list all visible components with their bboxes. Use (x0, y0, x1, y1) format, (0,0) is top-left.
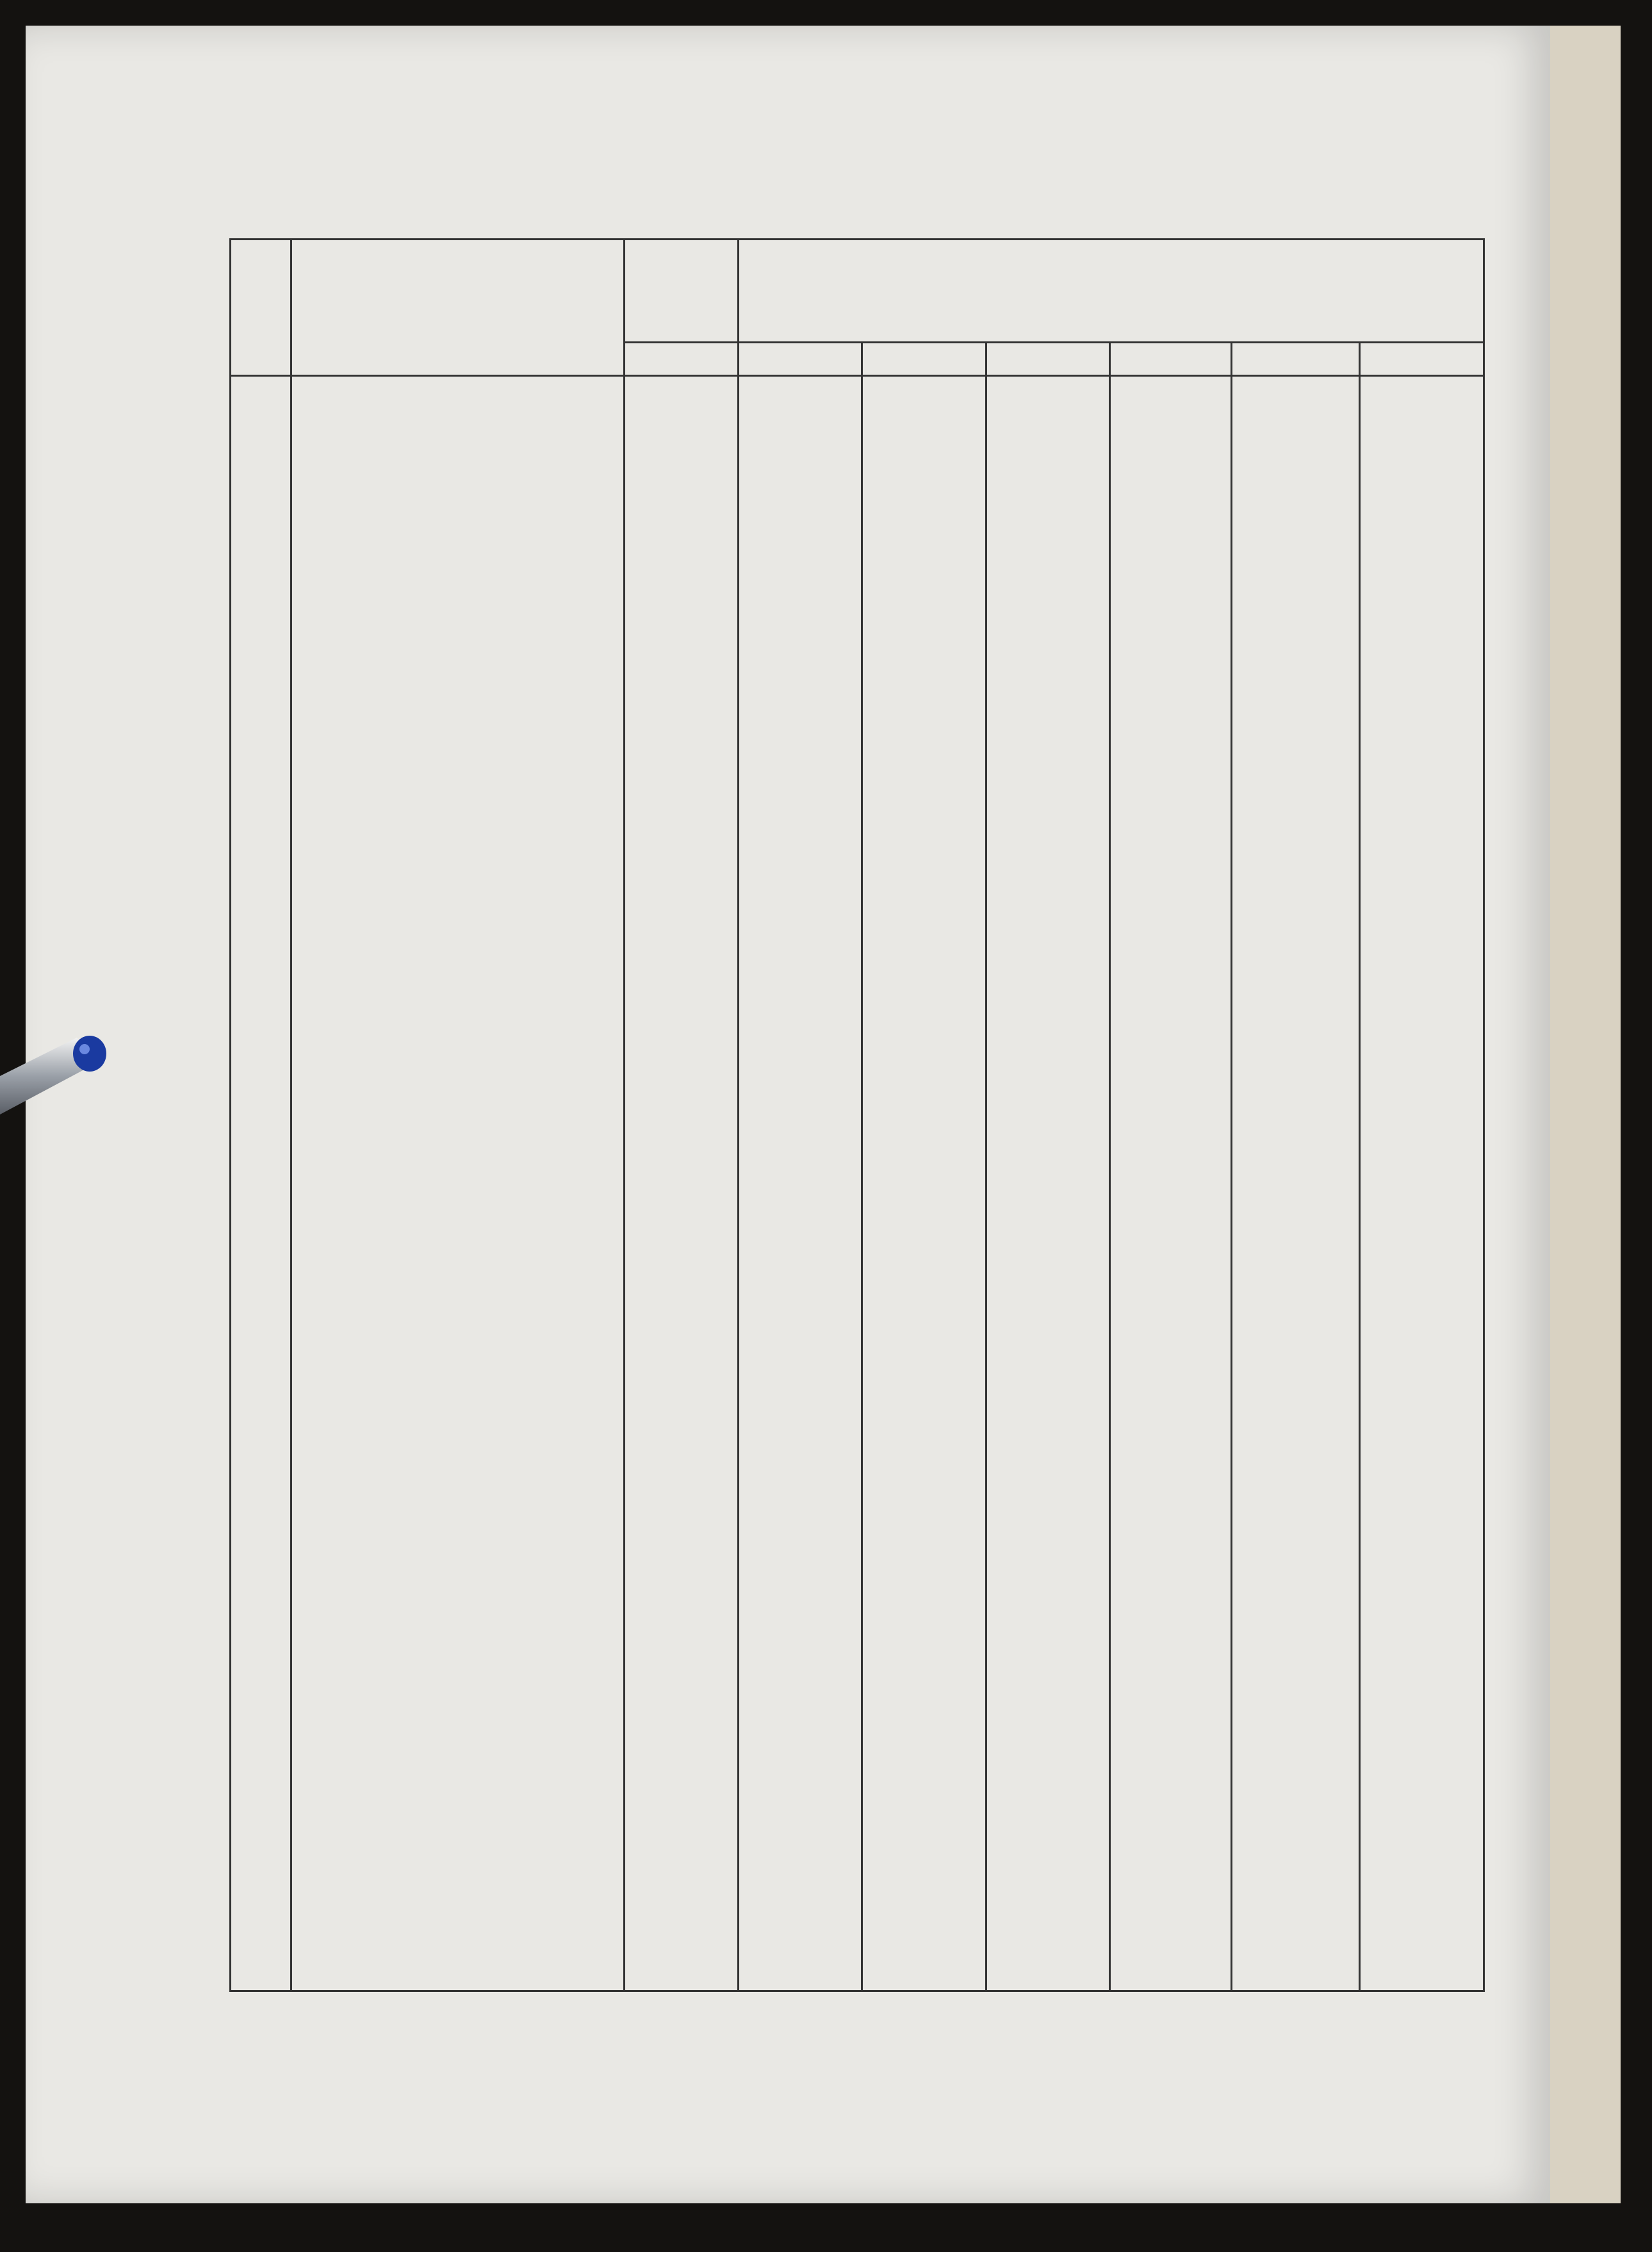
pen-icon (0, 1025, 115, 1127)
next-page-edge (1550, 26, 1621, 2203)
population-table (229, 238, 1485, 1992)
